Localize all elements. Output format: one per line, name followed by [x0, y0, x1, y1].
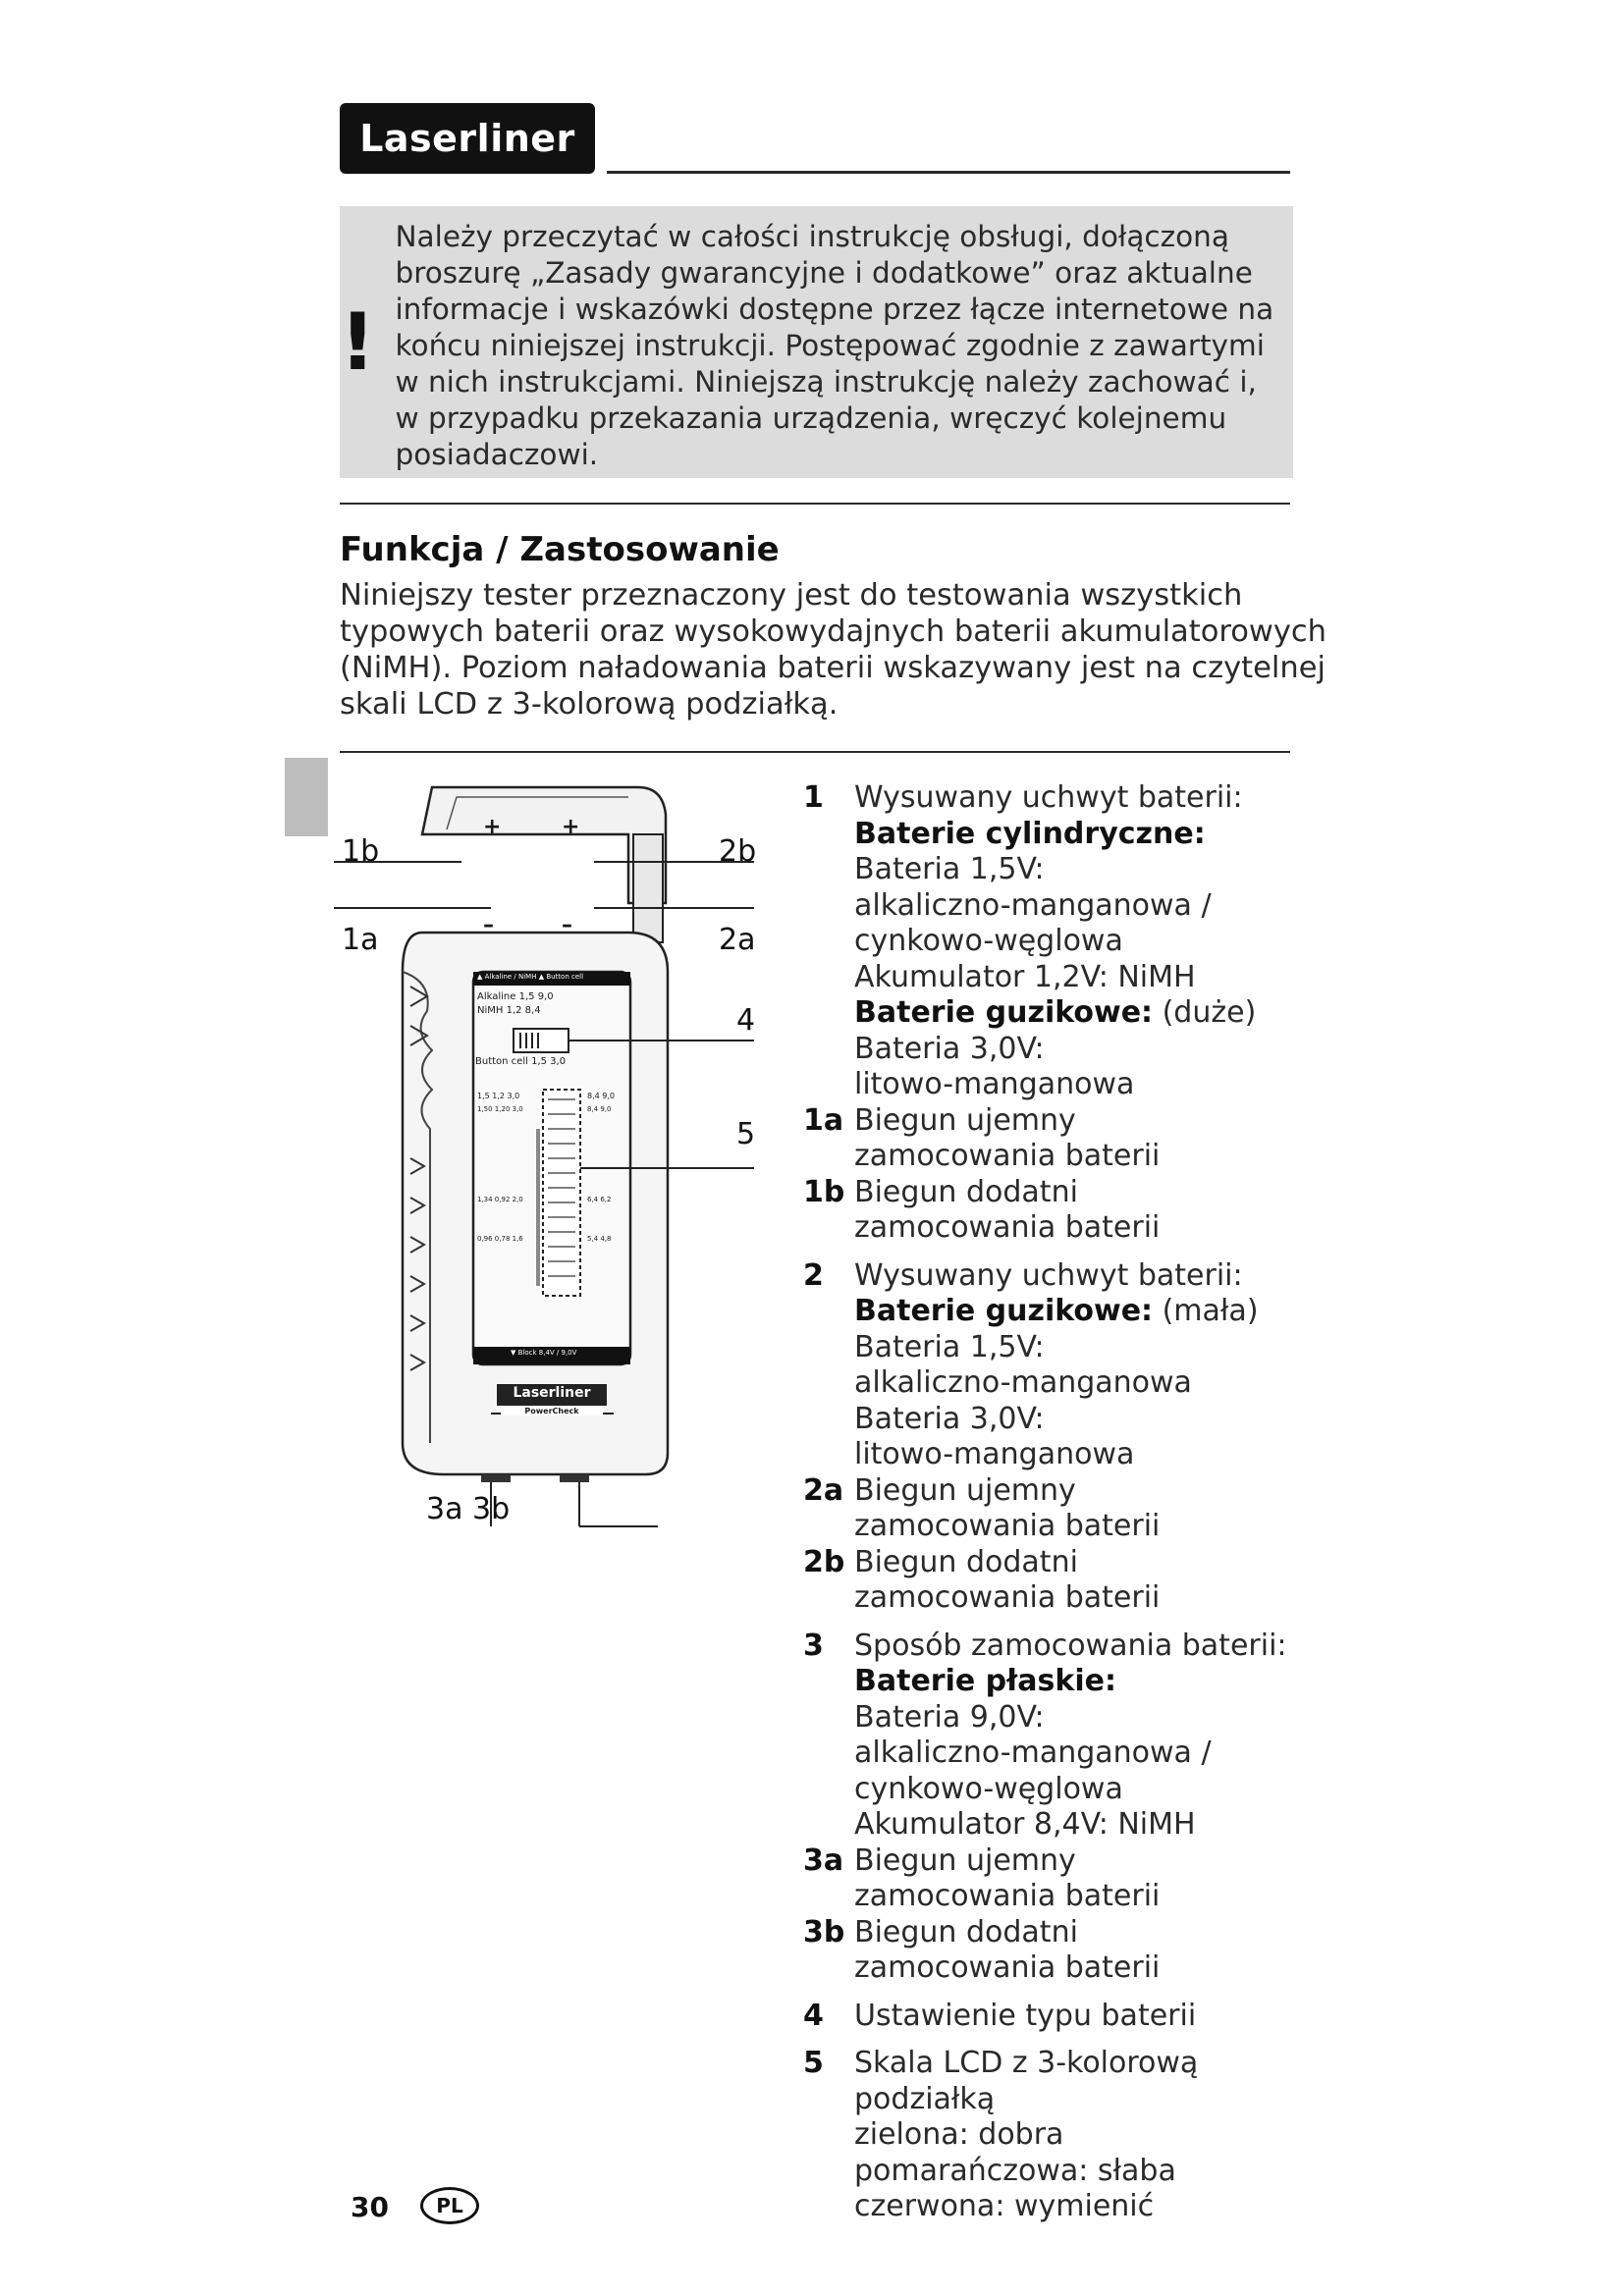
legend-line: Akumulator 8,4V: NiMH [854, 1807, 1196, 1842]
scale-left-label: 1,5 1,2 3,0 [477, 1092, 520, 1100]
device-brand-label: Laserliner [513, 1385, 591, 1401]
legend-line: Sposób zamocowania baterii: [854, 1628, 1287, 1663]
device-model-label: PowerCheck [501, 1407, 603, 1415]
legend-item [803, 1175, 1294, 1247]
legend-line: Bateria 3,0V: [854, 1031, 1045, 1066]
scale-right-label: 5,4 4,8 [587, 1235, 612, 1243]
legend-line: zamocowania baterii [854, 1580, 1161, 1615]
legend-line: zielona: dobra [854, 2117, 1064, 2152]
legend-line: cynkowo-węglowa [854, 1771, 1123, 1806]
alkaline-label: Alkaline 1,5 9,0 [477, 991, 554, 1002]
legend-line: alkaliczno-manganowa / [854, 1735, 1212, 1770]
legend-item [803, 1473, 1294, 1545]
header-rule [607, 171, 1290, 174]
legend-line: Wysuwany uchwyt baterii: [854, 780, 1243, 815]
legend-item [803, 1843, 1294, 1915]
battery-tester-illustration [334, 775, 766, 1551]
notice-line: broszurę „Zasady gwarancyjne i dodatkowe” oraz aktualne [395, 256, 1253, 290]
legend-line: Bateria 1,5V: [854, 1329, 1045, 1364]
legend-line: Baterie guzikowe: (duże) [854, 995, 1257, 1030]
legend-item [803, 1629, 1294, 1843]
scale-right-label: 6,4 6,2 [587, 1196, 612, 1203]
legend-line: Biegun dodatni [854, 1174, 1078, 1209]
callout-2b: 2b [719, 834, 757, 869]
legend-line: Bateria 1,5V: [854, 852, 1045, 886]
lcd-header-label: ▲ Alkaline / NiMH ▲ Button cell [477, 973, 584, 981]
notice-text [375, 206, 1293, 478]
scale-left-label: 1,50 1,20 3,0 [477, 1105, 523, 1113]
callout-1b: 1b [342, 834, 380, 869]
legend-line: cynkowo-węglowa [854, 924, 1123, 958]
minus-terminal-label: – [562, 913, 572, 937]
legend-line: zamocowania baterii [854, 1509, 1161, 1543]
legend-line: zamocowania baterii [854, 1139, 1161, 1173]
notice-box [340, 206, 1290, 478]
legend-line: Biegun dodatni [854, 1914, 1078, 1949]
paragraph-line: Niniejszy tester przeznaczony jest do testowania wszystkich [340, 578, 1243, 613]
section-divider [340, 503, 1290, 505]
legend-key: 1b [803, 1174, 845, 1209]
scale-left-label: 0,96 0,78 1,6 [477, 1235, 523, 1243]
legend-item [803, 1103, 1294, 1175]
legend-line: alkaliczno-manganowa / [854, 887, 1212, 923]
legend-line: Biegun ujemny [854, 1472, 1076, 1508]
legend-line: litowo-manganowa [854, 1067, 1135, 1101]
paragraph-line: typowych baterii oraz wysokowydajnych baterii akumulatorowych [340, 614, 1326, 649]
legend-key: 3a [803, 1842, 844, 1878]
notice-line: informacje i wskazówki dostępne przez łącze internetowe na [395, 293, 1274, 326]
notice-line: w nich instrukcjami. Niniejszą instrukcję należy zachować i, [395, 365, 1257, 399]
legend-key: 2b [803, 1544, 845, 1579]
scale-right-label: 8,4 9,0 [587, 1092, 615, 1100]
legend-item [803, 1258, 1294, 1473]
parts-legend [803, 780, 1294, 2225]
minus-terminal-label: – [483, 913, 494, 937]
notice-line: Należy przeczytać w całości instrukcję obsługi, dołączoną [395, 220, 1229, 253]
legend-line: Baterie guzikowe: (mała) [854, 1294, 1259, 1328]
legend-item [803, 2046, 1294, 2225]
nimh-label: NiMH 1,2 8,4 [477, 1005, 541, 1016]
section-divider [340, 751, 1290, 753]
scale-right-label: 8,4 9,0 [587, 1105, 612, 1113]
legend-line: Biegun ujemny [854, 1102, 1076, 1138]
warning-icon: ! [340, 206, 375, 478]
paragraph-line: (NiMH). Poziom naładowania baterii wskazywany jest na czytelnej [340, 651, 1326, 685]
legend-line: alkaliczno-manganowa [854, 1365, 1192, 1400]
notice-line: w przypadku przekazania urządzenia, wręczyć kolejnemu [395, 401, 1227, 435]
callout-4: 4 [736, 1003, 756, 1038]
lcd-bottom-label: ▼ Block 8,4V / 9,0V [511, 1349, 577, 1357]
plus-terminal-label: + [483, 815, 502, 839]
plus-terminal-label: + [562, 815, 580, 839]
callout-5: 5 [736, 1117, 756, 1151]
page-side-tab [285, 758, 328, 836]
legend-line: zamocowania baterii [854, 1950, 1161, 1985]
legend-line: zamocowania baterii [854, 1210, 1161, 1245]
legend-key: 5 [803, 2046, 824, 2080]
button-cell-label: Button cell 1,5 3,0 [475, 1056, 567, 1067]
legend-line: Biegun ujemny [854, 1842, 1076, 1878]
legend-key: 1 [803, 780, 824, 815]
legend-line: Bateria 9,0V: [854, 1699, 1045, 1735]
legend-line: podziałką [854, 2081, 996, 2116]
callout-1a: 1a [342, 923, 379, 957]
paragraph-line: skali LCD z 3-kolorową podziałką. [340, 687, 839, 721]
legend-line: Baterie cylindryczne: [854, 816, 1206, 851]
legend-line: Biegun dodatni [854, 1544, 1078, 1579]
legend-line: Akumulator 1,2V: NiMH [854, 959, 1196, 994]
notice-line: końcu niniejszej instrukcji. Postępować zgodnie z zawartymi [395, 329, 1265, 362]
legend-line: pomarańczowa: słaba [854, 2153, 1176, 2188]
legend-key: 2 [803, 1257, 824, 1293]
page-number: 30 [351, 2191, 389, 2223]
legend-key: 3 [803, 1628, 824, 1663]
legend-key: 1a [803, 1102, 844, 1138]
brand-logo: Laserliner [340, 103, 595, 174]
legend-line: czerwona: wymienić [854, 2189, 1155, 2223]
legend-line: Wysuwany uchwyt baterii: [854, 1257, 1243, 1293]
legend-key: 2a [803, 1472, 844, 1508]
callout-3a-3b: 3a 3b [426, 1492, 511, 1526]
language-badge: PL [420, 2187, 479, 2224]
notice-line: posiadaczowi. [395, 438, 599, 471]
section-heading: Funkcja / Zastosowanie [340, 530, 780, 569]
section-paragraph [340, 577, 1326, 722]
legend-key: 3b [803, 1914, 845, 1949]
legend-line: Baterie płaskie: [854, 1664, 1116, 1698]
legend-item [803, 1545, 1294, 1617]
device-figure [334, 775, 766, 1551]
legend-line: Skala LCD z 3-kolorową [854, 2046, 1199, 2080]
legend-line: Ustawienie typu baterii [854, 1998, 1197, 2033]
scale-left-label: 1,34 0,92 2,0 [477, 1196, 523, 1203]
legend-key: 4 [803, 1998, 824, 2033]
callout-2a: 2a [719, 923, 756, 957]
legend-item [803, 1999, 1294, 2035]
legend-item [803, 780, 1294, 1103]
legend-item [803, 1915, 1294, 1987]
legend-line: litowo-manganowa [854, 1437, 1135, 1471]
legend-line: Bateria 3,0V: [854, 1401, 1045, 1436]
legend-line: zamocowania baterii [854, 1879, 1161, 1913]
